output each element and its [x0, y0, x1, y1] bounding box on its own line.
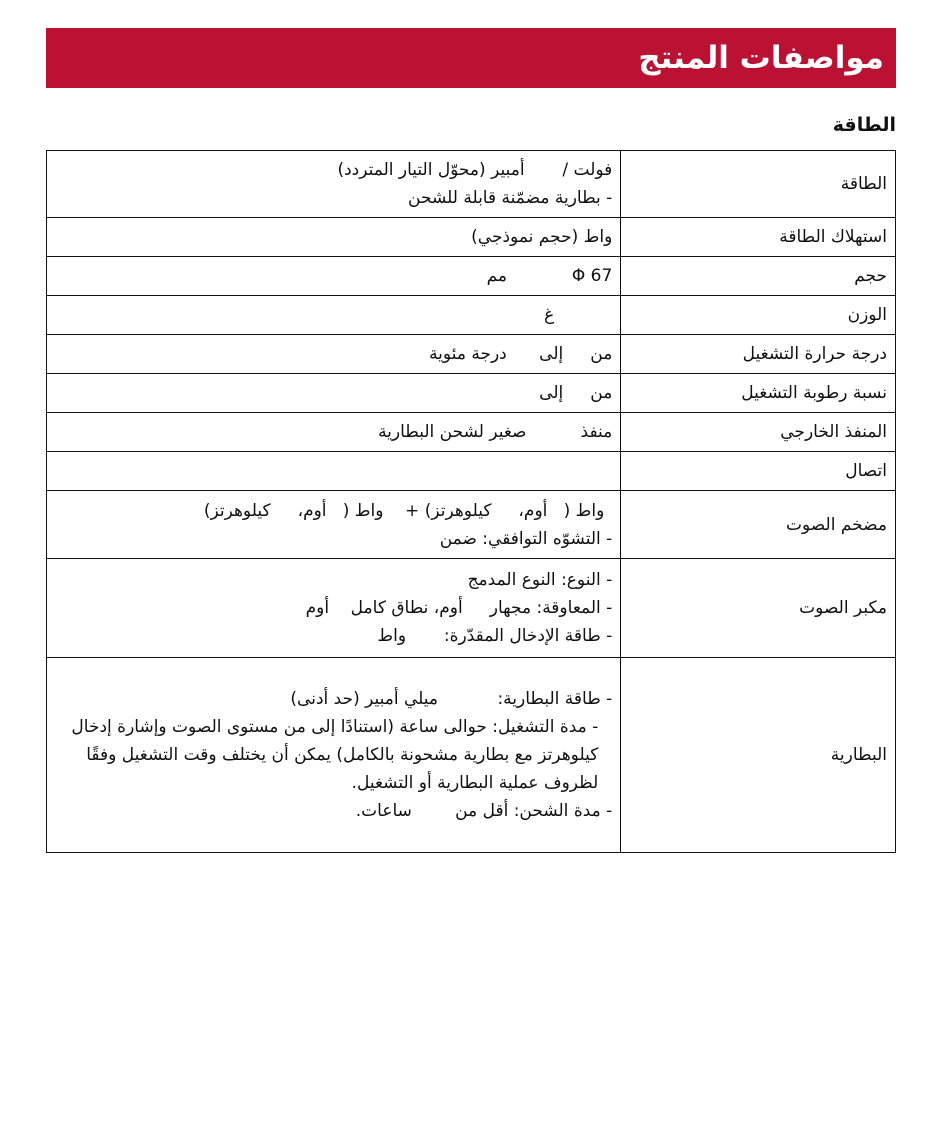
spec-value: [47, 559, 621, 658]
spec-value-line: - النوع: النوع المدمج: [467, 570, 613, 590]
spec-value-line: - مدة الشحن: أقل من ساعات.: [355, 801, 613, 821]
spec-label: الطاقة: [621, 151, 896, 218]
table-row: [47, 218, 896, 257]
spec-table: [46, 150, 896, 853]
table-row: [47, 335, 896, 374]
spec-value-line: منفذ صغير لشحن البطارية: [378, 422, 613, 442]
table-row: [47, 452, 896, 491]
spec-value-line: من إلى درجة مئوية: [429, 344, 613, 364]
spec-label: مكبر الصوت: [621, 559, 896, 658]
spec-value: [47, 151, 621, 218]
spec-value: [47, 491, 621, 559]
table-row: [47, 374, 896, 413]
table-row: [47, 491, 896, 559]
spec-header-banner: [46, 28, 896, 88]
table-row: [47, 658, 896, 853]
spec-label: اتصال: [621, 452, 896, 491]
spec-value-paragraph: - مدة التشغيل: حوالى ساعة (استنادًا إلى من مستوى الصوت وإشارة إدخال كيلوهرتز مع بطارية مشحونة بالكامل) يمكن أن يختلف وقت التشغيل وفقًا لظروف عملية البطارية أو التشغيل.: [71, 717, 599, 793]
spec-value-line: - طاقة البطارية: ميلي أمبير (حد أدنى): [290, 689, 613, 709]
spec-value-line: - المعاوقة: مجهار أوم، نطاق كامل أوم: [305, 598, 613, 618]
spec-label: البطارية: [621, 658, 896, 853]
spec-label: استهلاك الطاقة: [621, 218, 896, 257]
spec-label: نسبة رطوبة التشغيل: [621, 374, 896, 413]
section-title: الطاقة: [832, 114, 896, 136]
table-row: [47, 296, 896, 335]
spec-value: [47, 658, 621, 853]
spec-label: الوزن: [621, 296, 896, 335]
table-row: [47, 559, 896, 658]
spec-value-line: فولت / أمبير (محوّل التيار المتردد): [337, 160, 613, 180]
spec-label: درجة حرارة التشغيل: [621, 335, 896, 374]
spec-label: حجم: [621, 257, 896, 296]
spec-value-line: غ: [544, 305, 555, 325]
page-title: مواصفات المنتج: [638, 40, 884, 76]
spec-value: [47, 374, 621, 413]
spec-value-line: - طاقة الإدخال المقدّرة: واط: [377, 626, 613, 646]
table-row: [47, 413, 896, 452]
spec-label: مضخم الصوت: [621, 491, 896, 559]
spec-value: [47, 335, 621, 374]
spec-value-line: - بطارية مضمّنة قابلة للشحن: [408, 188, 613, 208]
spec-value: [47, 413, 621, 452]
spec-value: [47, 218, 621, 257]
table-row: [47, 151, 896, 218]
spec-value-line: من إلى: [539, 383, 613, 403]
spec-value-line: واط ( أوم، كيلوهرتز) + واط ( أوم، كيلوهرتز): [203, 500, 605, 521]
spec-label: المنفذ الخارجي: [621, 413, 896, 452]
spec-value: [47, 452, 621, 491]
table-row: [47, 257, 896, 296]
spec-value-line: واط (حجم نموذجي): [471, 227, 613, 247]
spec-value: [47, 296, 621, 335]
spec-value: [47, 257, 621, 296]
spec-value-line: 67 Φ مم: [486, 266, 613, 286]
spec-value-line: - التشوّه التوافقي: ضمن: [439, 528, 613, 549]
